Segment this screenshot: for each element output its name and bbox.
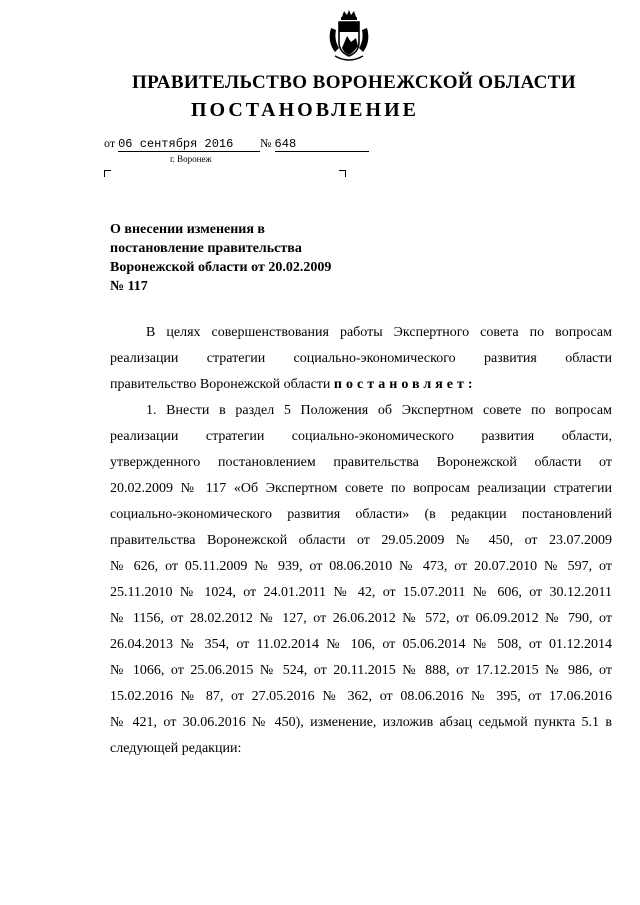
- body-line: социально-экономического развития области» (в редакции постановлений: [110, 507, 612, 522]
- coat-of-arms-icon: [325, 8, 373, 64]
- city: г. Воронеж: [170, 154, 212, 164]
- body-line: 26.04.2013 № 354, от 11.02.2014 № 106, от 05.06.2014 № 508, от 01.12.2014: [110, 637, 612, 652]
- subject-line: постановление правительства: [110, 241, 302, 256]
- document-body: [110, 320, 612, 762]
- body-line: 25.11.2010 № 1024, от 24.01.2011 № 42, от 15.07.2011 № 606, от 30.12.2011: [110, 585, 612, 600]
- corner-bracket-right: [339, 170, 346, 177]
- body-line: следующей редакции:: [110, 741, 242, 756]
- number-field: 648: [275, 137, 369, 152]
- subject-line: № 117: [110, 279, 148, 294]
- subject-line: О внесении изменения в: [110, 222, 265, 237]
- body-line: № 1066, от 25.06.2015 № 524, от 20.11.2015 № 888, от 17.12.2015 № 986, от: [110, 663, 612, 678]
- decree-word: постановляет:: [333, 377, 477, 392]
- body-line: правительства Воронежской области от 29.05.2009 № 450, от 23.07.2009: [110, 533, 612, 548]
- corner-bracket-left: [104, 170, 111, 177]
- body-line: 1. Внести в раздел 5 Положения об Экспертном совете по вопросам: [146, 403, 612, 418]
- body-line: № 1156, от 28.02.2012 № 127, от 26.06.2012 № 572, от 06.09.2012 № 790, от: [110, 611, 612, 626]
- body-line: В целях совершенствования работы Экспертного совета по вопросам: [146, 325, 612, 340]
- body-text-span: правительство Воронежской области: [110, 377, 331, 392]
- document-type: ПОСТАНОВЛЕНИЕ: [191, 99, 419, 121]
- body-line: № 421, от 30.06.2016 № 450), изменение, изложив абзац седьмой пункта 5.1 в: [110, 715, 612, 730]
- document-subject: [110, 220, 410, 296]
- body-line: № 626, от 05.11.2009 № 939, от 08.06.2010 № 473, от 20.07.2010 № 597, от: [110, 559, 612, 574]
- body-line: реализации стратегии социально-экономического развития области,: [110, 429, 612, 444]
- date-number-line: [104, 136, 369, 152]
- date-field: 06 сентября 2016: [118, 137, 260, 152]
- body-line: реализации стратегии социально-экономического развития области: [110, 351, 612, 366]
- body-line: 15.02.2016 № 87, от 27.05.2016 № 362, от 08.06.2016 № 395, от 17.06.2016: [110, 689, 612, 704]
- date-prefix: от: [104, 136, 116, 150]
- body-line: [110, 372, 612, 398]
- government-title: ПРАВИТЕЛЬСТВО ВОРОНЕЖСКОЙ ОБЛАСТИ: [131, 72, 577, 93]
- body-line: 20.02.2009 № 117 «Об Экспертном совете по вопросам реализации стратегии: [110, 481, 612, 496]
- body-line: утвержденного постановлением правительства Воронежской области от: [110, 455, 612, 470]
- number-sign: №: [260, 136, 272, 150]
- subject-line: Воронежской области от 20.02.2009: [110, 260, 332, 275]
